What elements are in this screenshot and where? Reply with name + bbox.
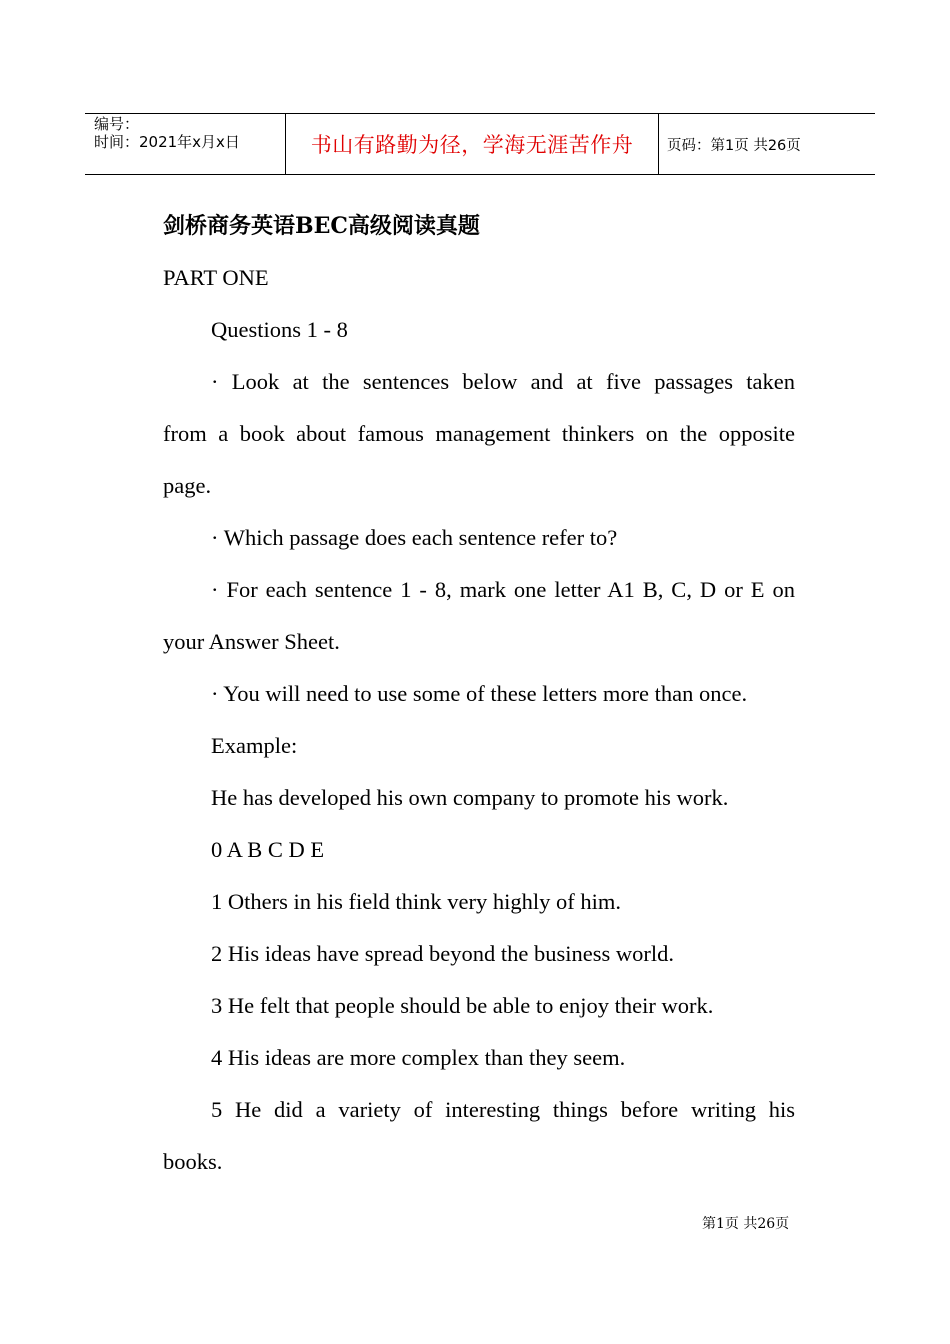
part-heading: PART ONE [163,265,269,290]
instruction-2: · Which passage does each sentence refer to? [211,525,618,550]
instruction-3-line-2: your Answer Sheet. [163,629,340,654]
question-5-line-2: books. [163,1149,223,1174]
example-sentence: He has developed his own company to promote his work. [211,785,729,810]
instruction-1-line-1: · Look at the sentences below and at five passages taken [211,369,795,394]
instruction-3-line-1: · For each sentence 1 - 8, mark one letter A1 B, C, D or E on [211,577,795,602]
question-1: 1 Others in his field think very highly of him. [211,889,621,914]
instruction-1-line-3: page. [163,473,212,498]
serial-label: 编号： [94,115,140,133]
question-5-line-1: 5 He did a variety of interesting things before writing his [211,1097,795,1122]
time-label: 时间：2021年x月x日 [94,133,240,151]
document-header [85,113,875,175]
page-info: 页码：第1页 共26页 [667,137,801,154]
document-title: 剑桥商务英语BEC高级阅读真题 [163,213,480,239]
document-body [163,200,795,1188]
motto-text: 书山有路勤为径，学海无涯苦作舟 [310,133,634,157]
header-meta-cell [85,114,286,174]
header-motto-cell [286,114,659,174]
instruction-4: · You will need to use some of these letters more than once. [211,681,748,706]
instruction-1-line-2: from a book about famous management thinkers on the opposite [163,421,795,446]
page-footer: 第1页 共26页 [702,1216,790,1232]
questions-range: Questions 1 - 8 [211,317,348,342]
question-3: 3 He felt that people should be able to enjoy their work. [211,993,714,1018]
question-4: 4 His ideas are more complex than they seem. [211,1045,626,1070]
example-answer: 0 A B C D E [211,837,325,862]
question-2: 2 His ideas have spread beyond the business world. [211,941,675,966]
header-page-cell [659,114,875,174]
example-label: Example: [211,733,298,758]
